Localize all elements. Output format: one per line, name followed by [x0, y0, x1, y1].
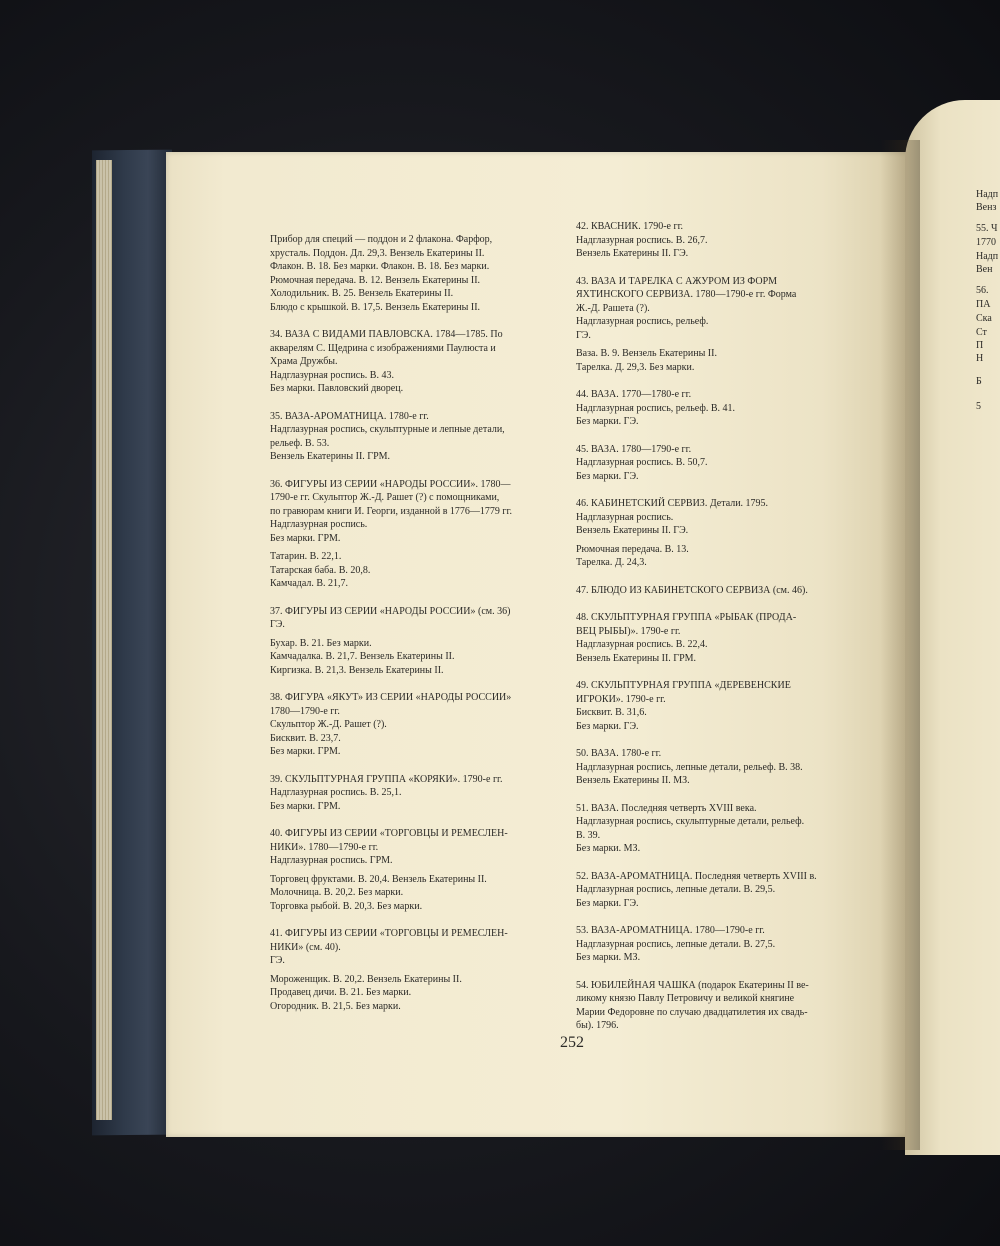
right-page-text-fragment: Ска: [976, 313, 992, 324]
catalog-entry: [576, 870, 884, 911]
entry-detail-line: Без марки. ГЭ.: [576, 416, 639, 427]
entry-heading-line: 50. ВАЗА. 1780-е гг.: [576, 748, 662, 759]
entry-heading-line: 39. СКУЛЬПТУРНАЯ ГРУППА «КОРЯКИ». 1790-е гг.: [270, 773, 503, 785]
entry-detail-line: Надглазурная роспись, лепные детали, рельеф. В. 38.: [576, 761, 803, 773]
entry-detail-line: Надглазурная роспись, лепные детали. В. 29,5.: [576, 884, 776, 895]
entry-detail-line: Вензель Екатерины II. ГЭ.: [576, 248, 689, 259]
entry-detail-line: Надглазурная роспись. В. 50,7.: [576, 457, 708, 468]
entry-detail-line: рельеф. В. 53.: [270, 437, 330, 449]
entry-heading-line: 44. ВАЗА. 1770—1780-е гг.: [576, 389, 692, 400]
right-page-text-fragment: 56.: [976, 285, 989, 296]
entry-heading-line: ВЕЦ РЫБЫ)». 1790-е гг.: [576, 625, 681, 637]
entry-detail-line: Надглазурная роспись, рельеф.: [576, 316, 709, 327]
catalog-entry: [576, 443, 884, 484]
entry-detail-line: Надглазурная роспись. В. 25,1.: [270, 787, 402, 798]
catalog-entry: [576, 497, 884, 570]
entry-detail-line: В. 39.: [576, 829, 601, 841]
entry-subitem-line: Продавец дичи. В. 21. Без марки.: [270, 987, 412, 998]
right-page-text-fragment: 5: [976, 401, 981, 412]
entry-detail-line: Бисквит. В. 23,7.: [270, 732, 341, 744]
intro-line: Холодильник. В. 25. Вензель Екатерины II.: [270, 288, 454, 299]
catalog-entry: [576, 388, 884, 429]
entry-heading-line: 47. БЛЮДО ИЗ КАБИНЕТСКОГО СЕРВИЗА (см. 46).: [576, 584, 808, 596]
intro-line: Флакон. В. 18. Без марки. Флакон. В. 18. Без марки.: [270, 261, 490, 272]
entry-heading-line: ИГРОКИ». 1790-е гг.: [576, 693, 666, 705]
entry-heading-line: 54. ЮБИЛЕЙНАЯ ЧАШКА (подарок Екатерины II ве-: [576, 979, 809, 991]
entry-subitem-line: Торговка рыбой. В. 20,3. Без марки.: [270, 900, 423, 912]
intro-line: Рюмочная передача. В. 12. Вензель Екатерины II.: [270, 274, 481, 286]
catalog-entry: [576, 679, 884, 733]
catalog-entry: [576, 611, 884, 665]
entry-heading-line: ЯХТИНСКОГО СЕРВИЗА. 1780—1790-е гг. Форма: [576, 289, 797, 300]
entry-heading-line: ГЭ.: [270, 619, 285, 630]
entry-heading-line: 51. ВАЗА. Последняя четверть XVIII века.: [576, 802, 757, 814]
spine-shadow: [880, 140, 920, 1150]
right-page-text-fragment: ПА: [976, 299, 991, 310]
entry-detail-line: Без марки. ГРМ.: [270, 532, 341, 544]
entry-heading-line: Марии Федоровне по случаю двадцатилетия их свадь-: [576, 1006, 808, 1018]
entry-detail-line: Бисквит. В. 31,6.: [576, 707, 647, 718]
entry-detail-line: Надглазурная роспись. В. 22,4.: [576, 639, 708, 650]
entry-heading-line: 41. ФИГУРЫ ИЗ СЕРИИ «ТОРГОВЦЫ И РЕМЕСЛЕН-: [270, 928, 508, 939]
entry-heading-line: 43. ВАЗА И ТАРЕЛКА С АЖУРОМ ИЗ ФОРМ: [576, 275, 778, 287]
catalog-entry: [576, 747, 884, 788]
entry-detail-line: Вензель Екатерины II. ГЭ.: [576, 525, 689, 536]
entry-heading-line: 35. ВАЗА-АРОМАТНИЦА. 1780-е гг.: [270, 410, 429, 422]
entry-heading-line: по гравюрам книги И. Георги, изданной в 1776—1779 гг.: [270, 505, 512, 517]
catalog-entry: [270, 605, 552, 678]
intro-entry: [270, 233, 552, 314]
right-page-text-fragment: Ст: [976, 327, 987, 338]
entry-detail-line: Надглазурная роспись. В. 43.: [270, 369, 394, 381]
right-text-column: [576, 220, 884, 1047]
entry-heading-line: 36. ФИГУРЫ ИЗ СЕРИИ «НАРОДЫ РОССИИ». 1780—: [270, 478, 511, 490]
entry-heading-line: 52. ВАЗА-АРОМАТНИЦА. Последняя четверть XVIII в.: [576, 870, 817, 882]
entry-heading-line: акварелям С. Щедрина с изображениями Паулюста и: [270, 342, 496, 354]
entry-detail-line: Без марки. ГЭ.: [576, 720, 639, 732]
entry-heading-line: 40. ФИГУРЫ ИЗ СЕРИИ «ТОРГОВЦЫ И РЕМЕСЛЕН-: [270, 828, 508, 839]
entry-detail-line: Без марки. ГРМ.: [270, 800, 341, 812]
entry-subitems: [270, 973, 552, 1014]
entry-heading-line: бы). 1796.: [576, 1020, 619, 1031]
entry-heading-line: Храма Дружбы.: [270, 356, 338, 367]
entry-detail-line: Надглазурная роспись. ГРМ.: [270, 855, 393, 866]
entry-detail-line: Без марки. ГЭ.: [576, 897, 639, 909]
entry-detail-line: Без марки. Павловский дворец.: [270, 383, 404, 394]
entry-detail-line: Надглазурная роспись, рельеф. В. 41.: [576, 402, 735, 414]
catalog-entry: [576, 924, 884, 965]
right-page-text-fragment: 1770: [976, 237, 996, 248]
catalog-entry: [270, 927, 552, 1013]
intro-line: Блюдо с крышкой. В. 17,5. Вензель Екатерины II.: [270, 301, 481, 313]
catalog-entry: [576, 802, 884, 856]
entry-detail-line: Скульптор Ж.-Д. Рашет (?).: [270, 719, 387, 730]
catalog-entry: [576, 220, 884, 261]
entry-detail-line: Надглазурная роспись, лепные детали. В. 27,5.: [576, 938, 776, 950]
entry-heading-line: 42. КВАСНИК. 1790-е гг.: [576, 221, 684, 232]
page-stack-edge: [96, 160, 112, 1120]
right-page-text-fragment: Надп: [976, 189, 999, 200]
entry-subitem-line: Камчадал. В. 21,7.: [270, 578, 349, 589]
entry-heading-line: 38. ФИГУРА «ЯКУТ» ИЗ СЕРИИ «НАРОДЫ РОССИИ»: [270, 692, 512, 703]
entry-subitem-line: Тарелка. Д. 29,3. Без марки.: [576, 361, 695, 373]
entry-detail-line: Без марки. МЗ.: [576, 843, 641, 854]
entry-detail-line: Вензель Екатерины II. ГРМ.: [270, 451, 391, 462]
entry-subitems: [270, 550, 552, 591]
entry-heading-line: ликому князю Павлу Петровичу и великой княгине: [576, 993, 795, 1004]
entry-subitem-line: Ваза. В. 9. Вензель Екатерины II.: [576, 348, 717, 359]
entry-subitem-line: Тарелка. Д. 24,3.: [576, 557, 647, 568]
catalog-entry: [270, 691, 552, 759]
entry-subitems: [576, 543, 884, 570]
entry-subitem-line: Молочница. В. 20,2. Без марки.: [270, 887, 404, 898]
page-number: 252: [560, 1034, 584, 1051]
entry-detail-line: Без марки. ГРМ.: [270, 746, 341, 757]
entry-heading-line: 48. СКУЛЬПТУРНАЯ ГРУППА «РЫБАК (ПРОДА-: [576, 612, 797, 623]
entry-heading-line: Ж.-Д. Рашета (?).: [576, 302, 650, 314]
entry-subitem-line: Огородник. В. 21,5. Без марки.: [270, 1000, 401, 1012]
entry-subitems: [270, 637, 552, 678]
right-page-text-fragment: Надп: [976, 251, 999, 262]
entry-detail-line: Надглазурная роспись. В. 26,7.: [576, 234, 708, 246]
entry-subitem-line: Бухар. В. 21. Без марки.: [270, 637, 372, 649]
catalog-entry: [270, 478, 552, 591]
right-page-text-fragment: Б: [976, 376, 982, 387]
entry-subitem-line: Мороженщик. В. 20,2. Вензель Екатерины II.: [270, 973, 462, 985]
catalog-entry: [576, 584, 884, 598]
catalog-entry: [270, 410, 552, 464]
entry-subitems: [576, 347, 884, 374]
right-page-text-fragment: 55. Ч: [976, 223, 998, 234]
right-page-text-fragment: П: [976, 340, 984, 351]
entry-detail-line: Вензель Екатерины II. ГРМ.: [576, 652, 697, 664]
intro-line: Прибор для специй — поддон и 2 флакона. Фарфор,: [270, 234, 493, 245]
right-page-text-fragment: Н: [976, 353, 984, 364]
catalog-entry: [270, 773, 552, 814]
entry-detail-line: ГЭ.: [576, 329, 591, 341]
catalog-entry: [576, 275, 884, 375]
entry-detail-line: Вензель Екатерины II. МЗ.: [576, 775, 690, 786]
entry-heading-line: 37. ФИГУРЫ ИЗ СЕРИИ «НАРОДЫ РОССИИ» (см. 36): [270, 605, 511, 617]
entry-heading-line: 1780—1790-е гг.: [270, 705, 340, 717]
entry-subitem-line: Киргизка. В. 21,3. Вензель Екатерины II.: [270, 664, 444, 676]
intro-line: хрусталь. Поддон. Дл. 29,3. Вензель Екатерины II.: [270, 247, 485, 259]
entry-subitem-line: Татарская баба. В. 20,8.: [270, 564, 371, 576]
right-page-text-fragment: Вен: [976, 264, 993, 275]
right-page-text-fragment: Венз: [976, 202, 997, 213]
entry-heading-line: 49. СКУЛЬПТУРНАЯ ГРУППА «ДЕРЕВЕНСКИЕ: [576, 680, 791, 691]
entry-subitem-line: Торговец фруктами. В. 20,4. Вензель Екатерины II.: [270, 873, 487, 885]
entry-heading-line: НИКИ». 1780—1790-е гг.: [270, 841, 379, 853]
entry-heading-line: 45. ВАЗА. 1780—1790-е гг.: [576, 443, 692, 455]
entry-subitem-line: Татарин. В. 22,1.: [270, 551, 342, 562]
entry-detail-line: Надглазурная роспись, скульптурные и лепные детали,: [270, 424, 505, 435]
entry-heading-line: 34. ВАЗА С ВИДАМИ ПАВЛОВСКА. 1784—1785. По: [270, 329, 503, 340]
entry-detail-line: Без марки. ГЭ.: [576, 470, 639, 482]
entry-heading-line: ГЭ.: [270, 955, 285, 966]
entry-heading-line: НИКИ» (см. 40).: [270, 941, 341, 953]
entry-detail-line: Надглазурная роспись.: [270, 519, 368, 530]
catalog-entry: [576, 979, 884, 1033]
entry-heading-line: 53. ВАЗА-АРОМАТНИЦА. 1780—1790-е гг.: [576, 925, 765, 936]
entry-subitems: [270, 873, 552, 914]
entry-detail-line: Надглазурная роспись.: [576, 511, 674, 523]
catalog-entry: [270, 328, 552, 396]
entry-detail-line: Надглазурная роспись, скульптурные детали, рельеф.: [576, 816, 805, 827]
left-text-column: [270, 233, 552, 1027]
entry-heading-line: 1790-е гг. Скульптор Ж.-Д. Рашет (?) с помощниками,: [270, 492, 500, 503]
catalog-entry: [270, 827, 552, 913]
entry-subitem-line: Камчадалка. В. 21,7. Вензель Екатерины II.: [270, 651, 455, 662]
entry-subitem-line: Рюмочная передача. В. 13.: [576, 543, 689, 555]
entry-heading-line: 46. КАБИНЕТСКИЙ СЕРВИЗ. Детали. 1795.: [576, 498, 769, 509]
entry-detail-line: Без марки. МЗ.: [576, 952, 641, 963]
